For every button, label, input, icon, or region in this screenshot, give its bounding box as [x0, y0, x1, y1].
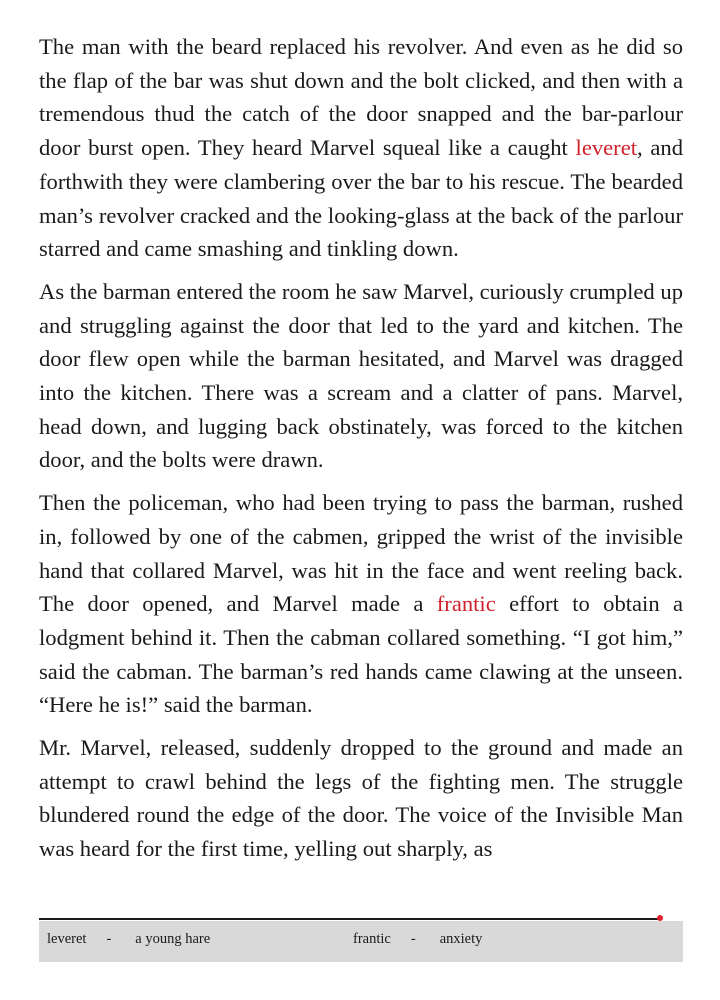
glossary-word-frantic: frantic [436, 591, 496, 617]
glossary-term: leveret [47, 931, 87, 947]
story-text [39, 30, 683, 875]
paragraph-3-text-end: effort to obtain a lodgment behind it. Then the cabman collared something. “I got him,” said the cabman. The barman’s red hands came clawing at the unseen. “Here he is!” said the barman. [39, 591, 684, 718]
glossary-definition: a young hare [135, 931, 211, 947]
paragraph-1-text-start: The man with the beard replaced his revolver. And even as he did so the flap of the bar was shut down and the bolt clicked, and then with a tremendous thud the catch of the door snapped and the bar-parlour door burst open. They heard Marvel squeal like a caught [39, 34, 683, 161]
glossary-definition: anxiety [439, 931, 483, 947]
paragraph-3-text-start: Then the policeman, who had been trying to pass the barman, rushed in, followed by one of the cabmen, gripped the wrist of the invisible hand that collared Marvel, was hit in the face and went reeling back. The door opened, and Marvel made a [39, 490, 683, 617]
paragraph-2: As the barman entered the room he saw Marvel, curiously crumpled up and struggling against the door that led to the yard and kitchen. The door flew open while the barman hesitated, and Marvel was dragged into the kitchen. There was a scream and a clatter of pans. Marvel, head down, and lugging back obstinately, was forced to the kitchen door, and the bolts were drawn. [39, 278, 683, 473]
paragraph-1-text-end: , and forthwith they were clambering over the bar to his rescue. The bearded man’s revolver cracked and the looking-glass at the back of the parlour starred and came smashing and tinkling down. [39, 135, 683, 262]
glossary-bar [39, 921, 683, 962]
paragraph-1 [39, 30, 683, 266]
glossary-separator: - [410, 931, 416, 947]
glossary-word-leveret: leveret [575, 135, 638, 161]
glossary-entry-leveret [47, 931, 210, 948]
glossary-separator: - [106, 931, 112, 947]
paragraph-3 [39, 486, 683, 722]
glossary-entry-frantic [353, 931, 482, 948]
paragraph-4: Mr. Marvel, released, suddenly dropped to the ground and made an attempt to crawl behind the legs of the fighting men. The struggle blundered round the edge of the door. The voice of the Invisible Man was heard for the first time, yelling out sharply, as [39, 735, 683, 862]
footer-rule [39, 918, 661, 920]
glossary-term: frantic [353, 931, 391, 947]
